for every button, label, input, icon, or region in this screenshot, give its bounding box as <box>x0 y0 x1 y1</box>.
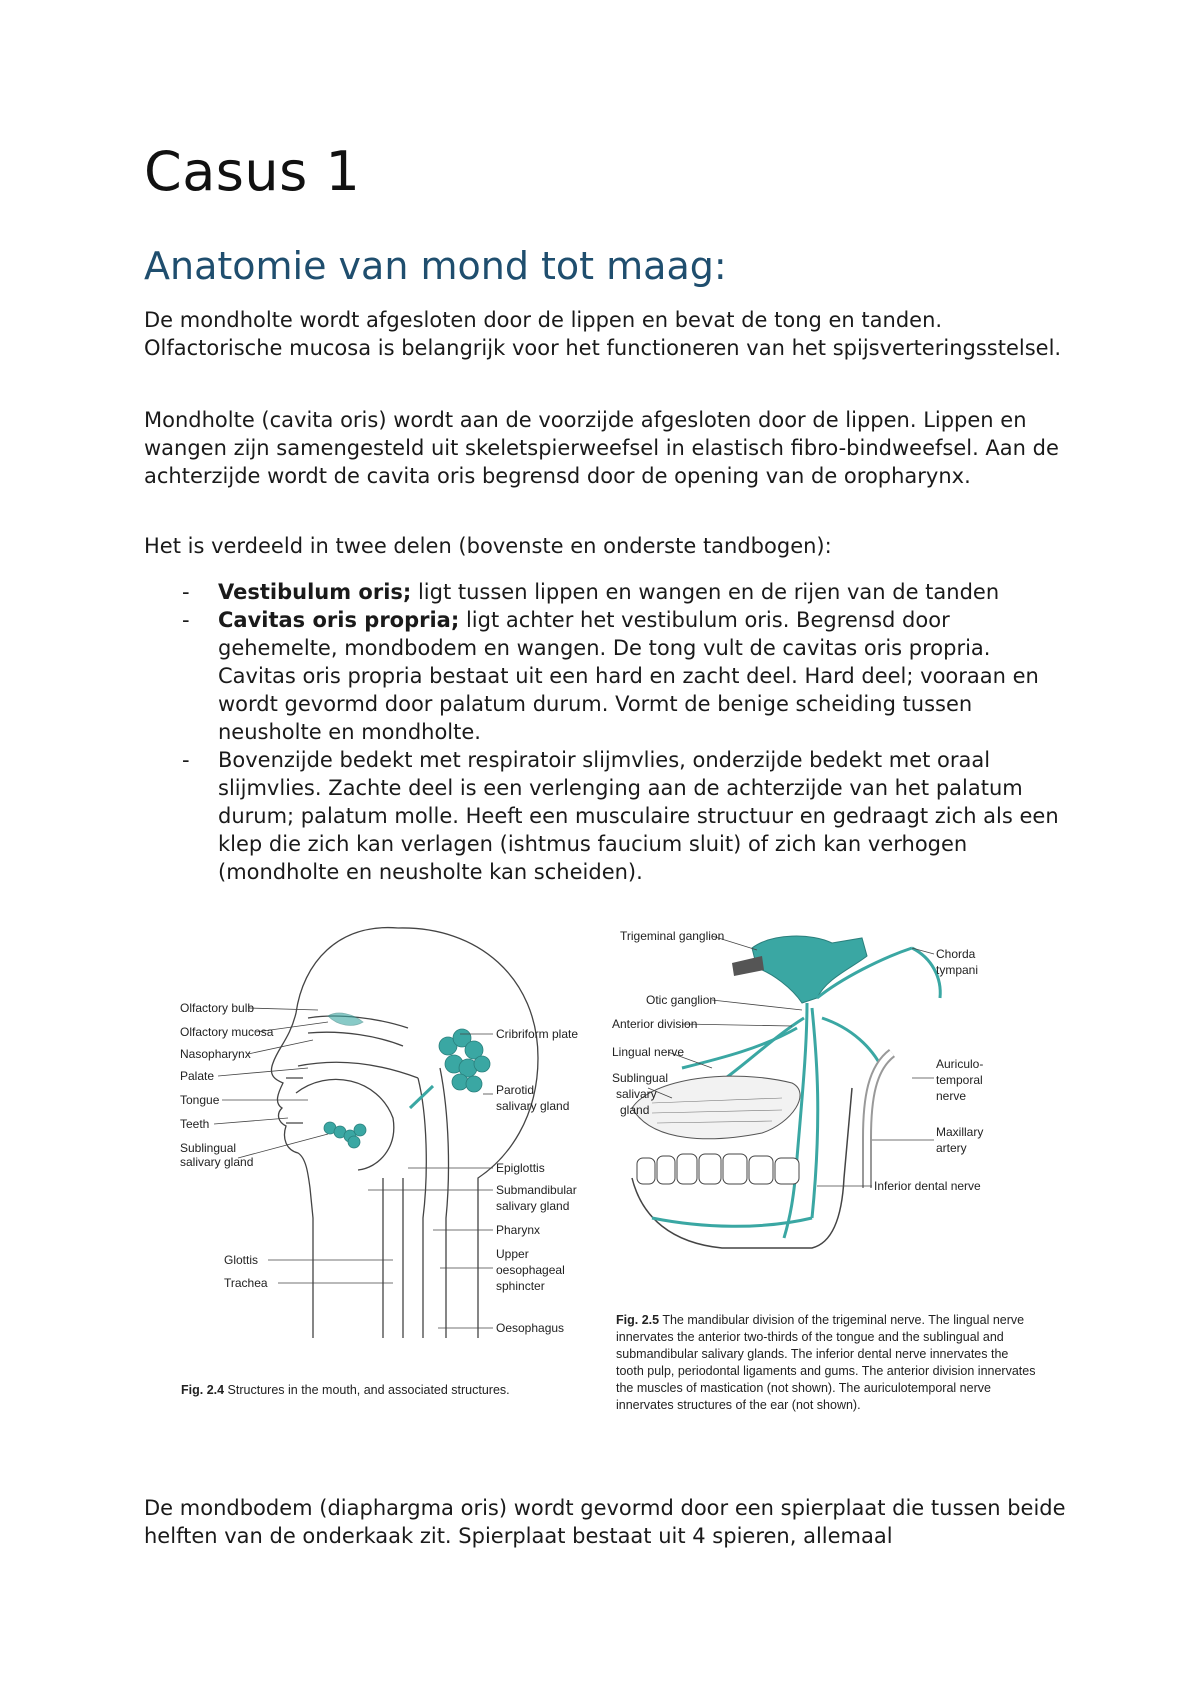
label-nerve: nerve <box>936 1089 967 1103</box>
caption-number: Fig. 2.4 <box>181 1383 225 1397</box>
paragraph-mondbodem: De mondbodem (diaphargma oris) wordt gevormd door een spierplaat die tussen beide helften van de onderkaak zit. Spierplaat bestaat uit 4 spieren, allemaal <box>144 1496 1066 1548</box>
list-dash: - <box>182 608 190 632</box>
label-palate: Palate <box>180 1069 215 1083</box>
paragraph-verdeling: Het is verdeeld in twee delen (bovenste en onderste tandbogen): <box>144 534 832 558</box>
label-sublingual: Sublingual <box>612 1071 669 1085</box>
label-cribriform-plate: Cribriform plate <box>496 1027 579 1041</box>
label-sublingual: Sublingual <box>180 1141 237 1155</box>
figure-mouth-structures <box>178 918 598 1398</box>
label-trigeminal-ganglion: Trigeminal ganglion <box>620 929 725 943</box>
list-item <box>144 746 1074 886</box>
label-parotid-gland: salivary gland <box>496 1099 570 1113</box>
label-olfactory-mucosa: Olfactory mucosa <box>180 1025 274 1039</box>
figure-2-caption <box>616 1312 1036 1414</box>
label-salivary: salivary <box>616 1087 657 1101</box>
caption-text: The mandibular division of the trigeminal nerve. The lingual nerve innervates the anterior two-thirds of the tongue and the sublingual and submandibular salivary glands. The inferior dental nerve innervates the tooth pulp, periodontal ligaments and gums. The anterior division innervates the muscles of mastication (not shown). The auriculotemporal nerve innervates structures of the ear (not shown). <box>616 1313 1036 1412</box>
label-glottis: Glottis <box>224 1253 259 1267</box>
page-title: Casus 1 <box>144 140 361 203</box>
label-oesophagus: Oesophagus <box>496 1321 565 1335</box>
label-otic-ganglion: Otic ganglion <box>646 993 717 1007</box>
list-item-text: Bovenzijde bedekt met respiratoir slijmvlies, onderzijde bedekt met oraal slijmvlies. Zachte deel is een verlenging aan de achterzijde van het palatum durum; palatum molle. Heeft een musculaire structuur en gedraagt zich als een klep die zich kan verlagen (ishtmus faucium sluit) of zich kan verhogen (mondholte en neusholte kan scheiden). <box>218 748 1059 884</box>
label-oesophageal: oesophageal <box>496 1263 565 1277</box>
label-maxillary: Maxillary <box>936 1125 984 1139</box>
label-teeth: Teeth <box>180 1117 210 1131</box>
label-olfactory-bulb: Olfactory bulb <box>180 1001 255 1015</box>
label-anterior-division: Anterior division <box>612 1017 698 1031</box>
bullet-list <box>144 578 1074 886</box>
list-item <box>144 578 1074 606</box>
label-gland: gland <box>620 1103 650 1117</box>
label-parotid: Parotid <box>496 1083 535 1097</box>
label-sublingual-gland: salivary gland <box>180 1155 254 1169</box>
label-trachea: Trachea <box>224 1276 268 1290</box>
label-epiglottis: Epiglottis <box>496 1161 545 1175</box>
mouth-structures-illustration <box>178 918 598 1378</box>
label-lingual-nerve: Lingual nerve <box>612 1045 685 1059</box>
list-item-term: Cavitas oris propria; <box>218 608 460 632</box>
label-tongue: Tongue <box>180 1093 220 1107</box>
list-dash: - <box>182 580 190 604</box>
label-upper: Upper <box>496 1247 529 1261</box>
caption-text: Structures in the mouth, and associated structures. <box>224 1383 510 1397</box>
label-temporal: temporal <box>936 1073 983 1087</box>
list-dash: - <box>182 748 190 772</box>
label-submandibular: Submandibular <box>496 1183 577 1197</box>
figure-1-caption <box>181 1382 601 1399</box>
label-chorda: Chorda <box>936 947 976 961</box>
label-artery: artery <box>936 1141 967 1155</box>
label-inferior-dental-nerve: Inferior dental nerve <box>874 1179 981 1193</box>
list-item-term: Vestibulum oris; <box>218 580 412 604</box>
label-nasopharynx: Nasopharynx <box>180 1047 251 1061</box>
trigeminal-nerve-illustration <box>612 918 1032 1308</box>
paragraph-mondholte: Mondholte (cavita oris) wordt aan de voorzijde afgesloten door de lippen. Lippen en wangen zijn samengesteld uit skeletspierweefsel in elastisch fibro-bindweefsel. Aan de achterzijde wordt de cavita oris begrensd door de opening van de oropharynx. <box>144 408 1059 488</box>
section-heading: Anatomie van mond tot maag: <box>144 244 727 288</box>
label-auriculo: Auriculo- <box>936 1057 984 1071</box>
list-item-text: ligt achter het vestibulum oris. Begrensd door gehemelte, mondbodem en wangen. De tong vult de cavitas oris propria. Cavitas oris propria bestaat uit een hard en zacht deel. Hard deel; vooraan en wordt gevormd door palatum durum. Vormt de benige scheiding tussen neusholte en mondholte. <box>218 608 1039 744</box>
label-pharynx: Pharynx <box>496 1223 541 1237</box>
label-submandibular-gland: salivary gland <box>496 1199 570 1213</box>
label-tympani: tympani <box>936 963 979 977</box>
paragraph-intro: De mondholte wordt afgesloten door de lippen en bevat de tong en tanden. Olfactorische mucosa is belangrijk voor het functioneren van het spijsverteringsstelsel. <box>144 308 1062 360</box>
list-item-text: ligt tussen lippen en wangen en de rijen van de tanden <box>411 580 1000 604</box>
label-sphincter: sphincter <box>496 1279 545 1293</box>
list-item <box>144 606 1074 746</box>
caption-number: Fig. 2.5 <box>616 1313 660 1327</box>
